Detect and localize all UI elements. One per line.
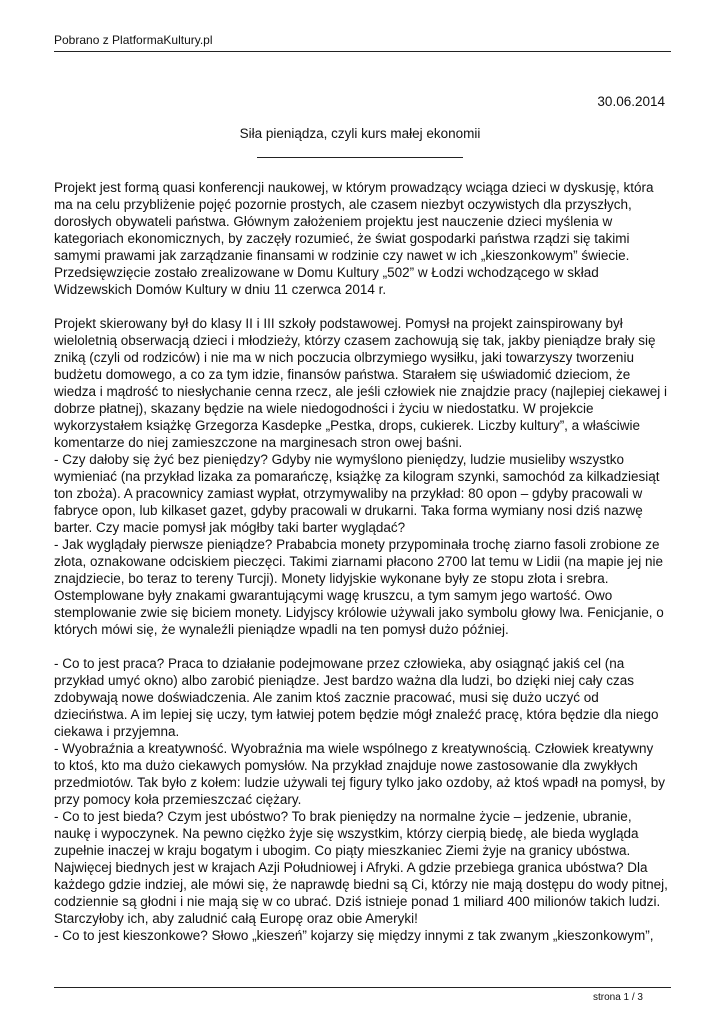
paragraph-line: zdobywają nowe doświadczenia. Ale zanim ktoś zacznie pracować, musi się dużo uczyć od	[54, 690, 599, 705]
paragraph-line: przedmiotów. Tak było z kołem: ludzie używali tej figury tylko jako ozdoby, aż ktoś wpadł na pomysł, by	[54, 775, 666, 790]
paragraph-line: budżetu domowego, a co za tym idzie, finansów państwa. Starałem się uświadomić dzieciom, że	[54, 367, 631, 382]
paragraph-line: zupełnie inaczej w kraju bogatym i ubogim. Co piąty mieszkaniec Ziemi żyje na granicy ubóstwa.	[54, 843, 631, 858]
document-title: Siła pieniądza, czyli kurs małej ekonomii	[239, 126, 481, 141]
paragraph-line: naukę i wypoczynek. Na pewno ciężko żyje się wszystkim, którzy cierpią biedę, ale bieda wygląda	[54, 826, 639, 841]
paragraph-line: dzieciństwa. A im lepiej się uczy, tym łatwiej potem będzie mógł znaleźć pracę, która będzie dla niego	[54, 707, 659, 722]
page-number: strona 1 / 3	[592, 992, 643, 1003]
paragraph-line: znajdziecie, bo teraz to tereny Turcji). Monety lidyjskie wykonane były ze stopu złota i srebra.	[54, 571, 609, 586]
paragraph-line: dorosłych obywateli państwa. Głównym założeniem projektu jest nauczenie dzieci myślenia w	[54, 214, 613, 229]
paragraph-line: Widzewskich Domów Kultury w dniu 11 czerwca 2014 r.	[54, 282, 387, 297]
paragraph-line: zniką (czyli od rodziców) i nie ma w nich poczucia olbrzymiego wysiłku, jaki towarzyszy tworzeniu	[54, 350, 634, 365]
paragraph-line: Projekt jest formą quasi konferencji naukowej, w którym prowadzący wciąga dzieci w dyskusję, która	[54, 180, 654, 195]
paragraph-line: - Co to jest praca? Praca to działanie podejmowane przez człowieka, aby osiągnąć jakiś cel (na	[54, 656, 625, 671]
paragraph-line: wiedza i mądrość to niesłychanie cenna rzecz, ale jeśli człowiek nie znajdzie pracy (najlepiej ciekawej i	[54, 384, 668, 399]
paragraph-line: ma na celu przybliżenie pojęć pozornie prostych, ale czasem niezbyt oczywistych dla przyszłych,	[54, 197, 632, 212]
paragraph-line: to ktoś, kto ma dużo ciekawych pomysłów. Na przykład znajduje nowe zastosowanie dla zwykłych	[54, 758, 638, 773]
paragraph-line: - Jak wyglądały pierwsze pieniądze? Prababcia monety przypominała trochę ziarno fasoli zrobione ze	[54, 537, 660, 552]
title-underline	[257, 157, 463, 158]
paragraph-line: przy pomocy koła przemieszczać ciężary.	[54, 792, 302, 807]
paragraph-line: Najwięcej biednych jest w krajach Azji Południowej i Afryki. A gdzie przebiega granica ubóstwa? Dla	[54, 860, 648, 875]
paragraph-line: dobrze płatnej), skazany będzie na wiele niedogodności i życiu w niedostatku. W projekcie	[54, 401, 594, 416]
paragraph-line: - Co to jest bieda? Czym jest ubóstwo? To brak pieniędzy na normalne życie – jedzenie, ubranie,	[54, 809, 632, 824]
paragraph-line: samymi prawami jak zarządzanie finansami w rodzinie czy nawet w ich „kieszonkowym” świecie.	[54, 248, 630, 263]
body-paragraph	[54, 655, 674, 944]
paragraph-line: codziennie są głodni i nie mają się w co ubrać. Dziś istnieje ponad 1 miliard 400 milionów takich ludzi.	[54, 894, 661, 909]
paragraph-line: - Co to jest kieszonkowe? Słowo „kieszeń” kojarzy się między innymi z tak zwanym „kieszonkowym”,	[54, 928, 654, 943]
paragraph-line: stemplowanie zwie się biciem monety. Lidyjscy królowie używali jako symbolu głowy lwa. Fenicjanie, o	[54, 605, 664, 620]
paragraph-line: złota, oznakowane odciskiem pieczęci. Takimi ziarnami płacono 2700 lat temu w Lidii (na mapie jej nie	[54, 554, 664, 569]
footer-divider	[54, 987, 671, 988]
body-paragraph	[54, 179, 674, 298]
paragraph-line: wieloletnią obserwacją dzieci i młodzieży, którzy czasem zachowują się tak, jakby pieniądze brały się	[54, 333, 656, 348]
paragraph-line: - Czy dałoby się żyć bez pieniędzy? Gdyby nie wymyślono pieniędzy, ludzie musieliby wszystko	[54, 452, 624, 467]
paragraph-line: Przedsięwzięcie zostało zrealizowane w Domu Kultury „502” w Łodzi wchodzącego w skład	[54, 265, 599, 280]
paragraph-line: komentarze do niej zamieszczone na marginesach stron owej baśni.	[54, 435, 463, 450]
paragraph-line: Starczyłoby ich, aby zaludnić całą Europę oraz obie Ameryki!	[54, 911, 418, 926]
paragraph-line: Projekt skierowany był do klasy II i III szkoły podstawowej. Pomysł na projekt zainspirowany był	[54, 316, 623, 331]
download-source-header: Pobrano z PlatformaKultury.pl	[54, 33, 213, 47]
paragraph-line: wykorzystałem książkę Grzegorza Kasdepke „Pestka, drops, cukierek. Liczby kultury”, a właściwie	[54, 418, 640, 433]
document-body	[54, 179, 674, 944]
header-divider	[54, 51, 671, 52]
paragraph-gap	[54, 638, 674, 655]
paragraph-gap	[54, 298, 674, 315]
paragraph-line: ton zboża). A pracownicy zamiast wypłat, otrzymywaliby na przykład: 80 opon – gdyby pracowali w	[54, 486, 643, 501]
paragraph-line: Ostemplowane były znakami gwarantującymi wagę kruszcu, a tym samym jego wartość. Owo	[54, 588, 613, 603]
paragraph-line: kategoriach ekonomicznych, by zaczęły rozumieć, że świat gospodarki państwa rządzi się takimi	[54, 231, 630, 246]
paragraph-line: barter. Czy macie pomysł jak mógłby taki barter wyglądać?	[54, 520, 406, 535]
paragraph-line: których mówi się, że wynaleźli pieniądze wpadli na ten pomysł dużo później.	[54, 622, 509, 637]
document-date: 30.06.2014	[597, 94, 665, 109]
paragraph-line: fabryce opon, lub kilkaset gazet, gdyby pracowali w drukarni. Taka forma wymiany nosi dziś nazwę	[54, 503, 643, 518]
paragraph-line: wymieniać (na przykład lizaka za pomarańczę, książkę za kilogram szynki, samochód za kilkadziesiąt	[54, 469, 660, 484]
paragraph-line: - Wyobraźnia a kreatywność. Wyobraźnia ma wiele wspólnego z kreatywnością. Człowiek kreatywny	[54, 741, 654, 756]
paragraph-line: przykład umyć okno) albo zarobić pieniądze. Jest bardzo ważna dla ludzi, bo dzięki niej cały czas	[54, 673, 635, 688]
paragraph-line: ciekawa i przyjemna.	[54, 724, 180, 739]
body-paragraph	[54, 315, 674, 638]
paragraph-line: każdego gdzie indziej, ale mówi się, że naprawdę biedni są Ci, którzy nie mają dostępu do wody pitnej,	[54, 877, 668, 892]
